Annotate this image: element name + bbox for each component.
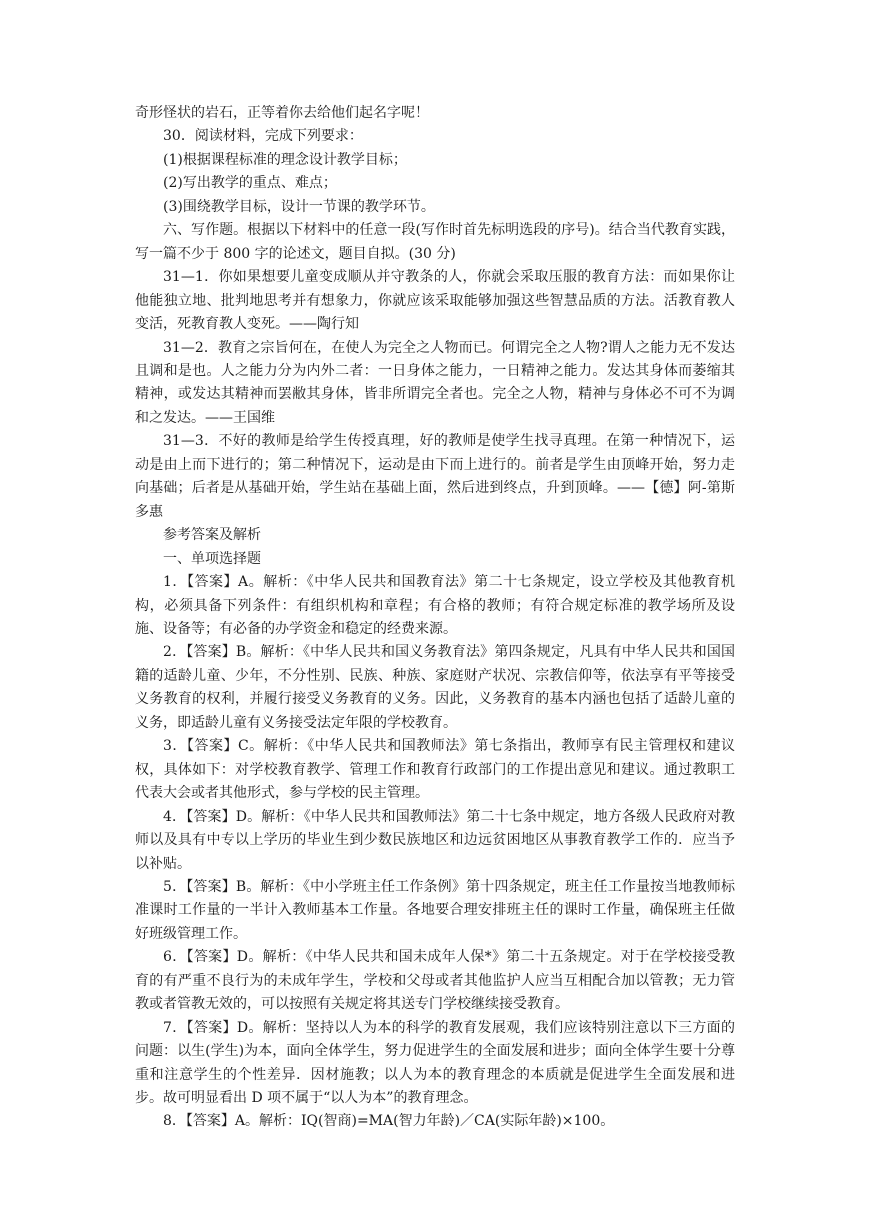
- material-31-1: 31—1．你如果想要儿童变成顺从并守教条的人，你就会采取压服的教育方法：而如果你让他能独立地、批判地思考并有想象力，你就应该采取能够加强这些智慧品质的方法。活教育教人变活，死教育教人变死。——陶行知: [135, 269, 735, 333]
- question-30-req-1: (1)根据课程标准的理念设计教学目标；: [163, 151, 407, 168]
- question-30-req-2: (2)写出教学的重点、难点；: [163, 175, 337, 192]
- answer-5: 5．【答案】B。解析：《中小学班主任工作条例》第十四条规定，班主任工作量按当地教师标准课时工作量的一半计入教师基本工作量。各地要合理安排班主任的课时工作量，确保班主任做好班级管理工作。: [135, 878, 735, 942]
- answer-6: 6．【答案】D。解析：《中华人民共和国未成年人保*》第二十五条规定。对于在学校接受教育的有严重不良行为的未成年学生，学校和父母或者其他监护人应当互相配合加以管教；无力管教或者管教无效的，可以按照有关规定将其送专门学校继续接受教育。: [135, 949, 735, 1013]
- answer-3: 3．【答案】C。解析：《中华人民共和国教师法》第七条指出，教师享有民主管理权和建议权，具体如下：对学校教育教学、管理工作和教育行政部门的工作提出意见和建议。通过教职工代表大会或者其他形式，参与学校的民主管理。: [135, 738, 735, 802]
- document-page: [135, 102, 735, 1134]
- section-single-choice: 一、单项选择题: [163, 550, 261, 567]
- material-31-3: 31—3．不好的教师是给学生传授真理，好的教师是使学生找寻真理。在第一种情况下，运动是由上而下进行的；第二种情况下，运动是由下而上进行的。前者是学生由顶峰开始，努力走向基础；后者是从基础开始，学生站在基础上面，然后进到终点，升到顶峰。——【德】阿-第斯多惠: [135, 433, 735, 520]
- answer-4: 4．【答案】D。解析：《中华人民共和国教师法》第二十七条中规定，地方各级人民政府对教师以及具有中专以上学历的毕业生到少数民族地区和边远贫困地区从事教育教学工作的．应当予以补贴。: [135, 808, 735, 872]
- question-30: 30．阅读材料，完成下列要求：: [163, 128, 363, 145]
- paragraph-rocks: 奇形怪状的岩石，正等着你去给他们起名字呢！: [135, 105, 429, 121]
- answer-1: 1．【答案】A。解析：《中华人民共和国教育法》第二十七条规定，设立学校及其他教育机构，必须具备下列条件：有组织机构和章程；有合格的教师；有符合规定标准的教学场所及设施、设备等；有必备的办学资金和稳定的经费来源。: [135, 574, 735, 637]
- answer-7: 7．【答案】D。解析：坚持以人为本的科学的教育发展观，我们应该特别注意以下三方面的问题：以生(学生)为本，面向全体学生，努力促进学生的全面发展和进步；面向全体学生要十分尊重和注意学生的个性差异．因材施教；以人为本的教育理念的本质就是促进学生全面发展和进步。故可明显看出 D 项不属于“以人为本”的教育理念。: [135, 1019, 735, 1107]
- material-31-2: 31—2．教育之宗旨何在，在使人为完全之人物而已。何谓完全之人物?谓人之能力无不发达且调和是也。人之能力分为内外二者：一日身体之能力，一日精神之能力。发达其身体而萎缩其精神，或发达其精神而罢敝其身体，皆非所谓完全者也。完全之人物，精神与身体必不可不为调和之发达。——王国维: [135, 339, 735, 426]
- answer-2: 2．【答案】B。解析：《中华人民共和国义务教育法》第四条规定，凡具有中华人民共和国国籍的适龄儿童、少年，不分性别、民族、种族、家庭财产状况、宗教信仰等，依法享有平等接受义务教育的权利，并履行接受义务教育的义务。因此，义务教育的基本内涵也包括了适龄儿童的义务，即适龄儿童有义务接受法定年限的学校教育。: [135, 644, 735, 731]
- question-30-req-3: (3)围绕教学目标，设计一节课的教学环节。: [163, 198, 435, 215]
- section-writing-heading: 六、写作题。根据以下材料中的任意一段(写作时首先标明选段的序号)。结合当代教育实践，写一篇不少于 800 字的论述文，题目自拟。(30 分): [135, 222, 735, 262]
- answers-heading: 参考答案及解析: [163, 527, 261, 544]
- answer-8: 8．【答案】A。解析：IQ(智商)=MA(智力年龄)／CA(实际年龄)×100。: [163, 1113, 615, 1130]
